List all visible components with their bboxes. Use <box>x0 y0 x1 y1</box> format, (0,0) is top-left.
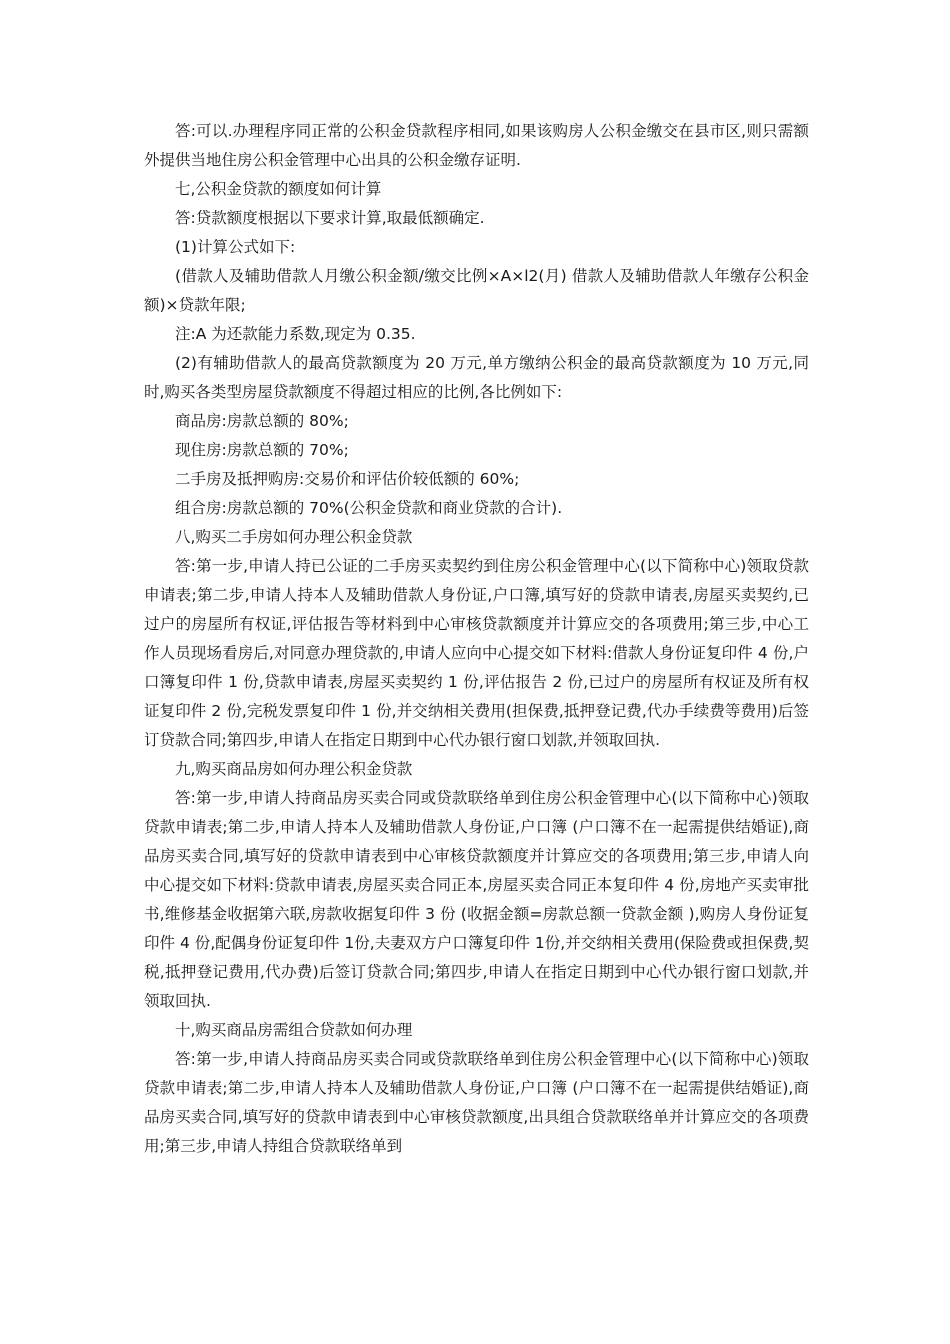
paragraph-ratio-combined: 组合房:房款总额的 70%(公积金贷款和商业贷款的合计). <box>175 499 563 517</box>
paragraph-formula-label: (1)计算公式如下: <box>175 238 296 256</box>
paragraph-answer-10: 答:第一步,申请人持商品房买卖合同或贷款联络单到住房公积金管理中心(以下简称中心)领取贷款申请表;第二步,申请人持本人及辅助借款人身份证,户口簿 (户口簿不在一起需提供结婚证),商品房买卖合同,填写好的贷款申请表到中心审核贷款额度,出具组合贷款联络单并计算应交的各项费用;第三步,申请人持组合贷款联络单到 <box>144 1050 809 1155</box>
paragraph-answer-9: 答:第一步,申请人持商品房买卖合同或贷款联络单到住房公积金管理中心(以下简称中心)领取贷款申请表;第二步,申请人持本人及辅助借款人身份证,户口簿 (户口簿不在一起需提供结婚证),商品房买卖合同,填写好的贷款申请表到中心审核贷款额度并计算应交的各项费用;第三步,申请人向中心提交如下材料:贷款申请表,房屋买卖合同正本,房屋买卖合同正本复印件 4 份,房地产买卖审批书,维修基金收据第六联,房款收据复印件 3 份 (收据金额=房款总额一贷款金额 ),购房人身份证复印件 4 份,配偶身份证复印件 1份,夫妻双方户口簿复印件 1份,并交纳相关费用(保险费或担保费,契税,抵押登记费用,代办费)后签订贷款合同;第四步,申请人在指定日期到中心代办银行窗口划款,并领取回执. <box>144 789 809 1010</box>
heading-section-9: 九,购买商品房如何办理公积金贷款 <box>175 760 413 778</box>
heading-section-7: 七,公积金贷款的额度如何计算 <box>175 180 382 198</box>
paragraph-max-amount: (2)有辅助借款人的最高贷款额度为 20 万元,单方缴纳公积金的最高贷款额度为 10 万元,同时,购买各类型房屋贷款额度不得超过相应的比例,各比例如下: <box>144 354 809 401</box>
document-body <box>144 117 809 1161</box>
paragraph-ratio-current: 现住房:房款总额的 70%; <box>175 441 349 459</box>
heading-section-10: 十,购买商品房需组合贷款如何办理 <box>175 1021 413 1039</box>
paragraph-formula: (借款人及辅助借款人月缴公积金额/缴交比例×A×l2(月) 借款人及辅助借款人年缴存公积金额)×贷款年限; <box>144 267 809 314</box>
paragraph-ratio-commercial: 商品房:房款总额的 80%; <box>175 412 349 430</box>
paragraph-answer-8: 答:第一步,申请人持已公证的二手房买卖契约到住房公积金管理中心(以下简称中心)领取贷款申请表;第二步,申请人持本人及辅助借款人身份证,户口簿,填写好的贷款申请表,房屋买卖契约,已过户的房屋所有权证,评估报告等材料到中心审核贷款额度并计算应交的各项费用;第三步,中心工作人员现场看房后,对同意办理贷款的,申请人应向中心提交如下材料:借款人身份证复印件 4 份,户口簿复印件 1 份,贷款申请表,房屋买卖契约 1 份,评估报告 2 份,已过户的房屋所有权证及所有权证复印件 2 份,完税发票复印件 1 份,并交纳相关费用(担保费,抵押登记费,代办手续费等费用)后签订贷款合同;第四步,申请人在指定日期到中心代办银行窗口划款,并领取回执. <box>144 557 809 749</box>
paragraph-note: 注:A 为还款能力系数,现定为 0.35. <box>175 325 416 343</box>
paragraph-answer-7: 答:贷款额度根据以下要求计算,取最低额确定. <box>175 209 485 227</box>
paragraph-ratio-secondhand: 二手房及抵押购房:交易价和评估价较低额的 60%; <box>175 470 520 488</box>
paragraph-answer-6: 答:可以.办理程序同正常的公积金贷款程序相同,如果该购房人公积金缴交在县市区,则只需额外提供当地住房公积金管理中心出具的公积金缴存证明. <box>144 122 809 169</box>
heading-section-8: 八,购买二手房如何办理公积金贷款 <box>175 528 413 546</box>
